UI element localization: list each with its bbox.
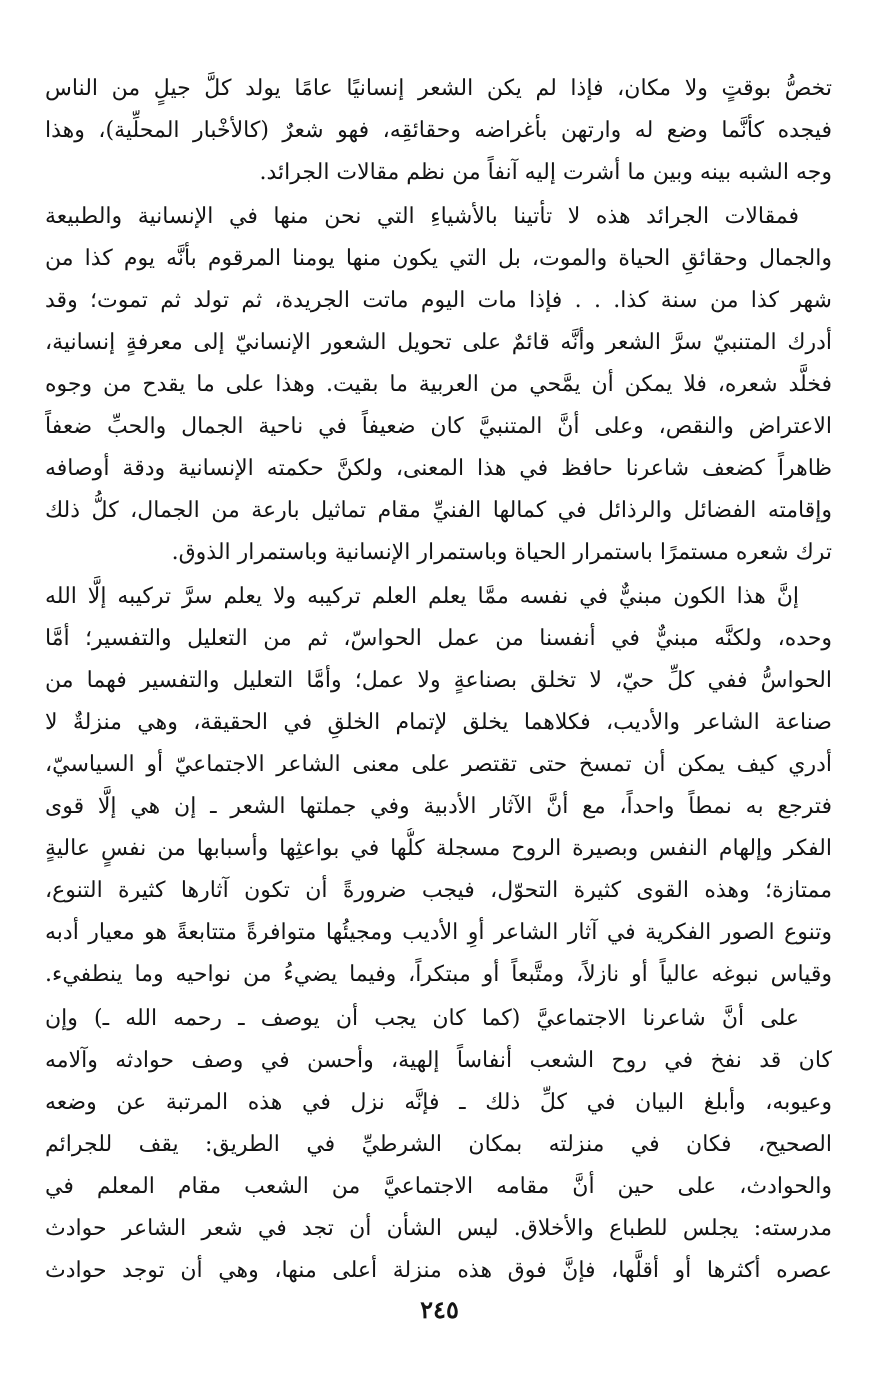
text-line: عصره أكثرها أو أقلَّها، فإنَّ فوق هذه منزلة أعلى منها، وهي أن توجد حوادث	[45, 1258, 832, 1283]
text-line: إنَّ هذا الكون مبنيٌّ في نفسه ممَّا يعلم العلم تركيبه ولا يعلم سرَّ تركيبه إلَّا الله	[45, 584, 799, 609]
text-line: أدري كيف يمكن أن تمسخ حتى تقتصر على معنى الشاعر الاجتماعيّ أو السياسيّ،	[45, 752, 832, 777]
text-line: الحواسُّ ففي كلِّ حيّ، لا تخلق بصناعةٍ ولا عمل؛ وأمَّا التعليل والتفسير فهما من	[45, 668, 832, 693]
text-line: كان قد نفخ في روح الشعب أنفاساً إلهية، وأحسن في وصف حوادثه وآلامه	[45, 1048, 832, 1073]
text-line: فيجده كأنَّما وضع له وارتهن بأغراضه وحقائقِه، فهو شعرٌ (كالأخْبار المحلِّية)، وهذا	[45, 118, 832, 143]
text-line: فمقالات الجرائد هذه لا تأتينا بالأشياءِ التي نحن منها في الإنسانية والطبيعة	[45, 204, 799, 229]
text-line: وجه الشبه بينه وبين ما أشرت إليه آنفاً من نظم مقالات الجرائد.	[259, 160, 832, 185]
text-line: الصحيح، فكان في منزلته بمكان الشرطيِّ في الطريق: يقف للجرائم	[45, 1132, 832, 1157]
text-line: على أنَّ شاعرنا الاجتماعيَّ (كما كان يجب أن يوصف ـ رحمه الله ـ) وإن	[45, 1006, 799, 1031]
text-line: ممتازة؛ وهذه القوى كثيرة التحوّل، فيجب ضرورةً أن تكون آثارها كثيرة التنوع،	[45, 878, 832, 903]
text-line: وقياس نبوغه عالياً أو نازلاً، ومتَّبعاً أو مبتكراً، وفيما يضيءُ من نواحيه وما ينطفيء.	[45, 962, 832, 987]
text-line: وتنوع الصور الفكرية في آثار الشاعر أوِ الأديب ومجيئُها متوافرةً متتابعةً هو معيار أدبه	[45, 920, 832, 945]
text-line: صناعة الشاعر والأديب، فكلاهما يخلق لإتمام الخلقِ في الحقيقة، وهي منزلةٌ لا	[45, 710, 832, 735]
text-line: والحوادث، على حين أنَّ مقامه الاجتماعيَّ من الشعب مقام المعلم في	[45, 1174, 832, 1199]
text-line: تخصُّ بوقتٍ ولا مكان، فإذا لم يكن الشعر إنسانيًا عامًا يولد كلَّ جيلٍ من الناس	[45, 76, 832, 101]
text-line: فخلَّد شعره، فلا يمكن أن يمَّحي من العربية ما بقيت. وهذا على ما يقدح من وجوه	[45, 372, 832, 397]
text-line: وعيوبه، وأبلغ البيان في كلِّ ذلك ـ فإنَّه نزل في هذه المرتبة عن وضعه	[45, 1090, 832, 1115]
text-line: والجمال وحقائقِ الحياة والموت، بل التي يكون منها يومنا المرقوم بأنَّه يوم كذا من	[45, 246, 832, 271]
text-line: شهر كذا من سنة كذا. . . فإذا مات اليوم ماتت الجريدة، ثم تولد ثم تموت؛ وقد	[45, 288, 832, 313]
page-number: ٢٤٥	[420, 1295, 459, 1324]
text-line: ترك شعره مستمرًا باستمرار الحياة وباستمرار الإنسانية وباستمرار الذوق.	[171, 540, 832, 565]
text-line: أدرك المتنبيّ سرَّ الشعر وأنَّه قائمٌ على تحويل الشعور الإنسانيّ إلى معرفةٍ إنسانية،	[45, 330, 832, 355]
text-line: وإقامته الفضائل والرذائل في كمالها الفنيِّ مقام تماثيل بارعة من الجمال، كلُّ ذلك	[45, 498, 832, 523]
text-line: مدرسته: يجلس للطباع والأخلاق. ليس الشأن أن تجد في شعر الشاعر حوادث	[45, 1216, 832, 1241]
text-line: الفكر وإلهام النفس وبصيرة الروح مسجلة كلُّها في بواعثِها وأسبابها من نفسٍ عاليةٍ	[45, 836, 832, 861]
text-line: وحده، ولكنَّه مبنيٌّ في أنفسنا من عمل الحواسّ، ثم من التعليل والتفسير؛ أمَّا	[45, 626, 832, 651]
text-line: الاعتراض والنقص، وعلى أنَّ المتنبيَّ كان ضعيفاً في ناحية الجمال والحبِّ ضعفاً	[45, 414, 832, 439]
text-line: فترجع به نمطاً واحداً، مع أنَّ الآثار الأدبية وفي جملتها الشعر ـ إن هي إلَّا قوى	[45, 794, 832, 819]
text-line: ظاهراً كضعف شاعرنا حافظ في هذا المعنى، ولكنَّ حكمته الإنسانية ودقة أوصافه	[45, 456, 832, 481]
